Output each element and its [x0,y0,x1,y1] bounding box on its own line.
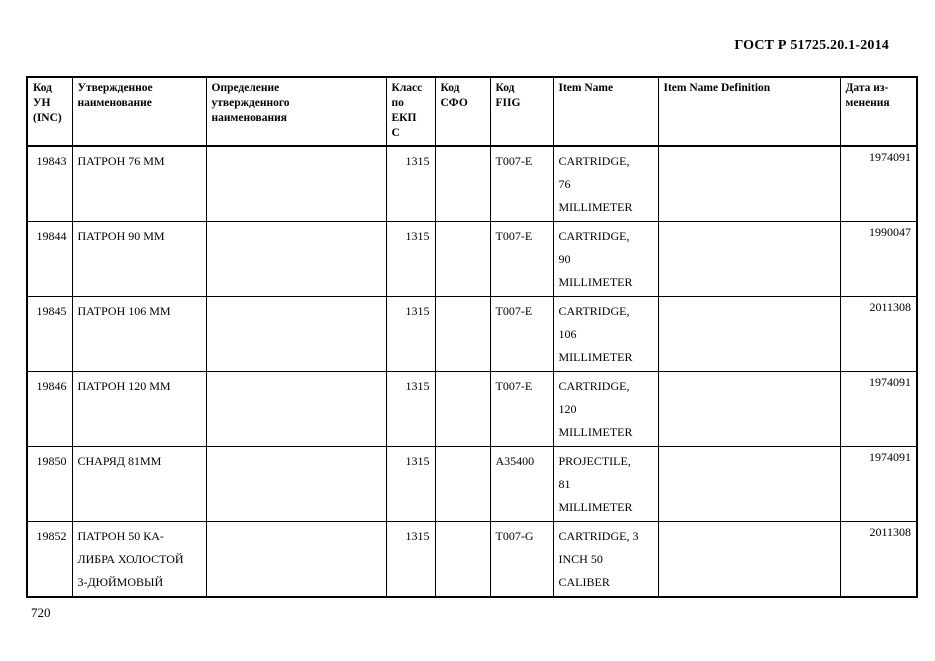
text-line: 106 [558,327,577,341]
text-line: CALIBER [558,575,610,589]
cell-change-date: 2011308 [840,297,917,372]
text-line: Дата из- [845,82,889,94]
cell-class: 1315 [386,146,435,222]
cell-item-name-definition [658,146,840,222]
cell-class: 1315 [386,297,435,372]
text-line: Item Name [558,82,614,94]
cell-code: 19846 [27,372,72,447]
header-item-name [553,77,658,146]
text-line: Item Name Definition [663,82,771,94]
text-line: ЕКП [391,112,417,124]
cell-approved-name [72,447,206,522]
cell-item-name-definition [658,522,840,598]
cell-name-definition [206,522,386,598]
header-code-inc [27,77,72,146]
text-line: УН [33,97,51,109]
text-line: INCH 50 [558,552,603,566]
text-line: MILLIMETER [558,425,633,439]
text-line: 76 [558,177,571,191]
cell-item-name [553,447,658,522]
text-line: CARTRIDGE, [558,379,630,393]
table-row [27,447,917,522]
header-name-definition [206,77,386,146]
cell-item-name [553,297,658,372]
text-line: MILLIMETER [558,275,633,289]
text-line: ПАТРОН 106 ММ [77,304,171,318]
text-line: менения [845,97,890,109]
text-line: СНАРЯД 81ММ [77,454,162,468]
text-line: Определение [211,82,280,94]
text-line: MILLIMETER [558,200,633,214]
cell-class: 1315 [386,222,435,297]
text-line: ЛИБРА ХОЛОСТОЙ [77,552,184,566]
cell-name-definition [206,222,386,297]
cell-sfo [435,522,490,598]
cell-name-definition [206,146,386,222]
text-line: по [391,97,404,109]
cell-approved-name [72,522,206,598]
text-line: С [391,127,400,139]
cell-sfo [435,146,490,222]
text-line: Класс [391,82,423,94]
cell-code: 19845 [27,297,72,372]
text-line: ПАТРОН 120 ММ [77,379,171,393]
cell-fiig: T007-E [490,297,553,372]
text-line: наименование [77,97,152,109]
cell-class: 1315 [386,447,435,522]
header-code-sfo [435,77,490,146]
table-row [27,372,917,447]
table-body [27,146,917,597]
text-line: наименования [211,112,287,124]
text-line: (INC) [33,112,62,124]
cell-approved-name [72,146,206,222]
cell-change-date: 2011308 [840,522,917,598]
text-line: CARTRIDGE, [558,229,630,243]
text-line: MILLIMETER [558,350,633,364]
cell-name-definition [206,297,386,372]
cell-class: 1315 [386,372,435,447]
text-line: MILLIMETER [558,500,633,514]
cell-name-definition [206,372,386,447]
cell-sfo [435,222,490,297]
cell-code: 19850 [27,447,72,522]
text-line: СФО [440,97,468,109]
document-title: ГОСТ Р 51725.20.1-2014 [734,38,889,53]
cell-item-name-definition [658,447,840,522]
cell-change-date: 1990047 [840,222,917,297]
text-line: 3-ДЮЙМОВЫЙ [77,575,164,589]
header-code-fiig [490,77,553,146]
header-change-date [840,77,917,146]
text-line: FIIG [495,97,521,109]
text-line: CARTRIDGE, [558,304,630,318]
text-line: ПАТРОН 90 ММ [77,229,165,243]
cell-sfo [435,447,490,522]
text-line: Код [33,82,53,94]
items-table [26,76,918,598]
cell-item-name [553,372,658,447]
cell-fiig: T007-E [490,222,553,297]
table-header-row [27,77,917,146]
text-line: утвержденного [211,97,290,109]
cell-sfo [435,297,490,372]
cell-item-name [553,222,658,297]
cell-change-date: 1974091 [840,447,917,522]
cell-approved-name [72,297,206,372]
cell-approved-name [72,372,206,447]
text-line: PROJECTILE, [558,454,631,468]
cell-item-name-definition [658,297,840,372]
cell-sfo [435,372,490,447]
cell-fiig: T007-G [490,522,553,598]
cell-item-name-definition [658,372,840,447]
cell-item-name [553,146,658,222]
text-line: Код [495,82,515,94]
cell-change-date: 1974091 [840,146,917,222]
text-line: 81 [558,477,571,491]
cell-approved-name [72,222,206,297]
table-row [27,522,917,598]
cell-fiig: T007-E [490,372,553,447]
table-row [27,297,917,372]
text-line: 120 [558,402,577,416]
text-line: CARTRIDGE, [558,154,630,168]
cell-item-name-definition [658,222,840,297]
table-row [27,146,917,222]
cell-code: 19844 [27,222,72,297]
text-line: Утвержденное [77,82,153,94]
cell-code: 19843 [27,146,72,222]
cell-fiig: T007-E [490,146,553,222]
header-class-ekps [386,77,435,146]
cell-code: 19852 [27,522,72,598]
table-row [27,222,917,297]
cell-name-definition [206,447,386,522]
header-item-name-definition [658,77,840,146]
text-line: CARTRIDGE, 3 [558,529,639,543]
text-line: 90 [558,252,571,266]
header-approved-name [72,77,206,146]
page-number: 720 [31,605,51,620]
cell-class: 1315 [386,522,435,598]
cell-item-name [553,522,658,598]
cell-fiig: A35400 [490,447,553,522]
text-line: Код [440,82,460,94]
text-line: ПАТРОН 76 ММ [77,154,165,168]
cell-change-date: 1974091 [840,372,917,447]
text-line: ПАТРОН 50 КА- [77,529,164,543]
